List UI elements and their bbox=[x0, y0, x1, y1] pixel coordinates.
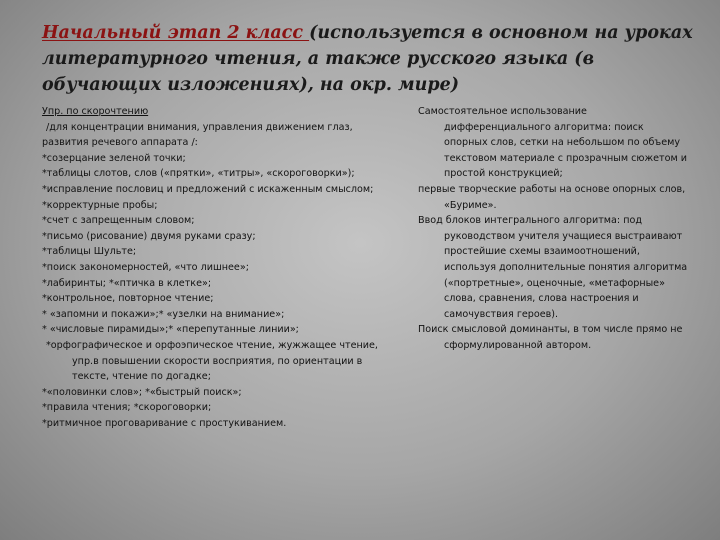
list-item: *ритмичное проговаривание с простукиванием. bbox=[42, 417, 287, 429]
list-item: *корректурные пробы; bbox=[42, 199, 158, 211]
title-rest: (используется в основном на уроках литературного чтения, а также русского языка (в обучающих изложениях), на окр. мире) bbox=[42, 23, 693, 95]
list-item: *контрольное, повторное чтение; bbox=[42, 293, 214, 305]
list-item: Ввод блоков интегрального алгоритма: под руководством учителя учащиеся выстраивают простейшие схемы взаимоотношений, используя дополнительные понятия алгоритма («портретные», оценочные, «метафорные» слова, сравнения, слова настроения и самочувствия героев). bbox=[418, 215, 688, 320]
list-item: * «запомни и покажи»;* «узелки на внимание»; bbox=[42, 308, 285, 320]
title-accent: Начальный этап 2 класс bbox=[42, 23, 310, 43]
list-item: *«половинки слов»; *«быстрый поиск»; bbox=[42, 386, 242, 398]
list-item: Поиск смысловой доминанты, в том числе прямо не сформулированной автором. bbox=[418, 324, 683, 351]
left-column bbox=[42, 104, 387, 431]
list-item: *письмо (рисование) двумя руками сразу; bbox=[42, 230, 256, 242]
list-item: *лабиринты; *«птичка в клетке»; bbox=[42, 277, 212, 289]
list-item: /для концентрации внимания, управления движением глаз, bbox=[46, 121, 353, 133]
list-item: *исправление пословиц и предложений с искаженным смыслом; bbox=[42, 183, 374, 195]
list-item: первые творческие работы на основе опорных слов, «Буриме». bbox=[418, 183, 686, 211]
list-item: * «числовые пирамиды»;* «перепутанные линии»; bbox=[42, 324, 299, 336]
left-heading: Упр. по скорочтению bbox=[42, 106, 149, 117]
list-item: *орфографическое и орфоэпическое чтение, жужжащее чтение, упр.в повышении скорости восприятия, по ориентации в тексте, чтение по догадке; bbox=[46, 339, 378, 383]
list-item: *правила чтения; *скороговорки; bbox=[42, 402, 212, 414]
list-item: *поиск закономерностей, «что лишнее»; bbox=[42, 261, 249, 273]
list-item: *счет с запрещенным словом; bbox=[42, 215, 195, 227]
list-item: *созерцание зеленой точки; bbox=[42, 152, 186, 164]
list-item: *таблицы Шульте; bbox=[42, 246, 137, 258]
slide-title bbox=[42, 20, 702, 98]
list-item: Самостоятельное использование дифференциального алгоритма: поиск опорных слов, сетки на небольшом по объему текстовом материале с прозрачным сюжетом и простой конструкцией; bbox=[418, 106, 688, 180]
list-item: развития речевого аппарата /: bbox=[42, 137, 198, 149]
list-item: *таблицы слотов, слов («прятки», «титры», «скороговорки»); bbox=[42, 168, 355, 180]
right-column bbox=[418, 104, 690, 354]
